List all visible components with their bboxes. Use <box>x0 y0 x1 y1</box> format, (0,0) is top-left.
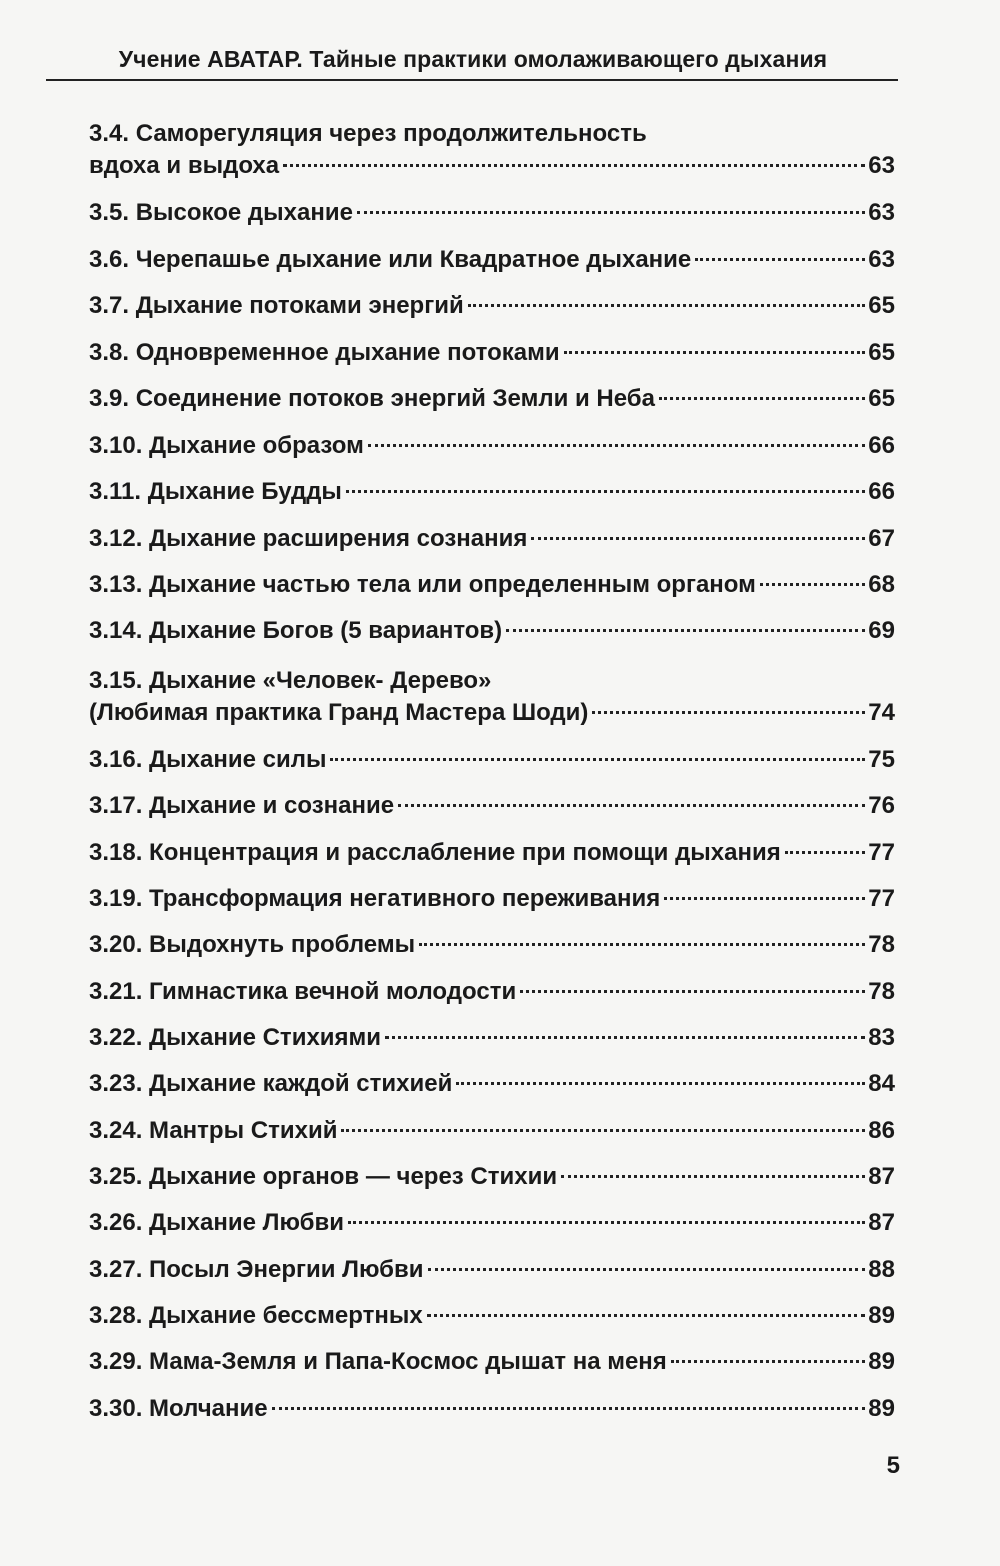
toc-entry-title: 3.6. Черепашье дыхание или Квадратное дыхание <box>89 246 692 273</box>
toc-entry-title: 3.29. Мама-Земля и Папа-Космос дышат на меня <box>89 1348 667 1375</box>
toc-entry-page: 67 <box>868 525 895 552</box>
toc-entry[interactable] <box>89 1393 895 1425</box>
toc-entry-page: 63 <box>868 199 895 226</box>
toc-entry-page: 88 <box>868 1256 895 1283</box>
toc-entry-page: 69 <box>868 617 895 644</box>
toc-entry[interactable] <box>89 1300 895 1332</box>
dot-leader <box>428 1268 866 1271</box>
toc-entry-title: 3.24. Мантры Стихий <box>89 1117 338 1144</box>
dot-leader <box>760 583 865 586</box>
dot-leader <box>506 629 865 632</box>
toc-entry-title: 3.16. Дыхание силы <box>89 746 327 773</box>
toc-entry-title: (Любимая практика Гранд Мастера Шоди) <box>89 699 589 726</box>
dot-leader <box>283 164 865 167</box>
dot-leader <box>330 758 865 761</box>
toc-entry[interactable] <box>89 290 895 322</box>
toc-entry[interactable] <box>89 976 895 1008</box>
toc-entry-page: 89 <box>868 1348 895 1375</box>
toc-entry[interactable] <box>89 476 895 508</box>
toc-entry-title: 3.28. Дыхание бессмертных <box>89 1302 423 1329</box>
toc-entry-page: 76 <box>868 792 895 819</box>
toc-entry[interactable] <box>89 1346 895 1378</box>
dot-leader <box>341 1129 865 1132</box>
toc-entry-page: 84 <box>868 1070 895 1097</box>
dot-leader <box>398 804 865 807</box>
toc-entry[interactable] <box>89 197 895 229</box>
toc-entry-title: 3.18. Концентрация и расслабление при помощи дыхания <box>89 839 781 866</box>
dot-leader <box>348 1221 865 1224</box>
header-rule <box>46 79 898 81</box>
toc-entry-title: вдоха и выдоха <box>89 152 280 179</box>
toc-entry-title: 3.20. Выдохнуть проблемы <box>89 931 416 958</box>
toc-entry[interactable] <box>89 1161 895 1193</box>
toc-entry-title: 3.21. Гимнастика вечной молодости <box>89 978 517 1005</box>
toc-entry-title: 3.14. Дыхание Богов (5 вариантов) <box>89 617 503 644</box>
dot-leader <box>561 1175 865 1178</box>
dot-leader <box>531 537 865 540</box>
toc-entry[interactable] <box>89 569 895 601</box>
dot-leader <box>664 897 865 900</box>
toc-entry-page: 63 <box>868 152 895 179</box>
toc-entry[interactable] <box>89 1254 895 1286</box>
toc-entry[interactable] <box>89 118 895 182</box>
toc-entry-page: 77 <box>868 839 895 866</box>
toc-entry-page: 78 <box>868 931 895 958</box>
toc-entry[interactable] <box>89 929 895 961</box>
toc-entry-page: 77 <box>868 885 895 912</box>
toc-entry-page: 83 <box>868 1024 895 1051</box>
dot-leader <box>671 1360 865 1363</box>
toc-entry-page: 87 <box>868 1163 895 1190</box>
toc-entry-page: 87 <box>868 1209 895 1236</box>
toc-entry-page: 89 <box>868 1302 895 1329</box>
dot-leader <box>695 258 865 261</box>
dot-leader <box>785 851 866 854</box>
dot-leader <box>272 1407 866 1410</box>
dot-leader <box>419 943 865 946</box>
toc-entry-page: 66 <box>868 432 895 459</box>
toc-entry[interactable] <box>89 1068 895 1100</box>
toc-entry[interactable] <box>89 744 895 776</box>
toc-entry-title: 3.19. Трансформация негативного переживания <box>89 885 661 912</box>
dot-leader <box>368 444 865 447</box>
toc-entry[interactable] <box>89 790 895 822</box>
toc-entry-page: 63 <box>868 246 895 273</box>
toc-entry-page: 68 <box>868 571 895 598</box>
dot-leader <box>346 490 865 493</box>
toc-entry-title: 3.25. Дыхание органов — через Стихии <box>89 1163 558 1190</box>
dot-leader <box>357 211 865 214</box>
toc-entry-title: 3.13. Дыхание частью тела или определенным органом <box>89 571 756 598</box>
toc-entry[interactable] <box>89 883 895 915</box>
dot-leader <box>456 1082 865 1085</box>
toc-entry[interactable] <box>89 337 895 369</box>
toc-entry[interactable] <box>89 1207 895 1239</box>
dot-leader <box>385 1036 865 1039</box>
toc-entry[interactable] <box>89 665 895 729</box>
toc-entry-title: 3.5. Высокое дыхание <box>89 199 353 226</box>
toc-entry[interactable] <box>89 1022 895 1054</box>
toc-entry-page: 74 <box>868 699 895 726</box>
toc-entry-page: 65 <box>868 385 895 412</box>
toc-entry-page: 66 <box>868 478 895 505</box>
toc-entry-title: 3.10. Дыхание образом <box>89 432 364 459</box>
toc-entry-title: 3.9. Соединение потоков энергий Земли и Неба <box>89 385 655 412</box>
dot-leader <box>592 711 865 714</box>
toc-entry[interactable] <box>89 244 895 276</box>
toc-entry-page: 89 <box>868 1395 895 1422</box>
toc-entry-title: 3.12. Дыхание расширения сознания <box>89 525 528 552</box>
toc-entry[interactable] <box>89 1115 895 1147</box>
toc-entry-title: 3.8. Одновременное дыхание потоками <box>89 339 560 366</box>
dot-leader <box>659 397 865 400</box>
toc-entry-title: 3.17. Дыхание и сознание <box>89 792 395 819</box>
toc-entry-title: 3.22. Дыхание Стихиями <box>89 1024 382 1051</box>
running-header: Учение АВАТАР. Тайные практики омолаживающего дыхания <box>118 46 828 72</box>
toc-entry-page: 65 <box>868 339 895 366</box>
toc-entry-title-line1: 3.15. Дыхание «Человек- Дерево» <box>89 667 492 694</box>
dot-leader <box>564 351 866 354</box>
toc-entry[interactable] <box>89 523 895 555</box>
toc-entry-title: 3.26. Дыхание Любви <box>89 1209 344 1236</box>
toc-entry-page: 86 <box>868 1117 895 1144</box>
toc-entry-title: 3.7. Дыхание потоками энергий <box>89 292 464 319</box>
dot-leader <box>427 1314 866 1317</box>
toc-entry-title-line1: 3.4. Саморегуляция через продолжительность <box>89 120 647 147</box>
toc-entry[interactable] <box>89 837 895 869</box>
dot-leader <box>520 990 865 993</box>
toc-entry-title: 3.30. Молчание <box>89 1395 268 1422</box>
page-number: 5 <box>886 1452 900 1479</box>
toc-entry-title: 3.11. Дыхание Будды <box>89 478 342 505</box>
toc-entry-page: 78 <box>868 978 895 1005</box>
toc-entry-page: 75 <box>868 746 895 773</box>
toc-entry-page: 65 <box>868 292 895 319</box>
toc-entry[interactable] <box>89 383 895 415</box>
toc-entry-title: 3.23. Дыхание каждой стихией <box>89 1070 453 1097</box>
toc-entry[interactable] <box>89 615 895 647</box>
toc-entry-title: 3.27. Посыл Энергии Любви <box>89 1256 424 1283</box>
dot-leader <box>468 304 866 307</box>
toc-entry[interactable] <box>89 430 895 462</box>
